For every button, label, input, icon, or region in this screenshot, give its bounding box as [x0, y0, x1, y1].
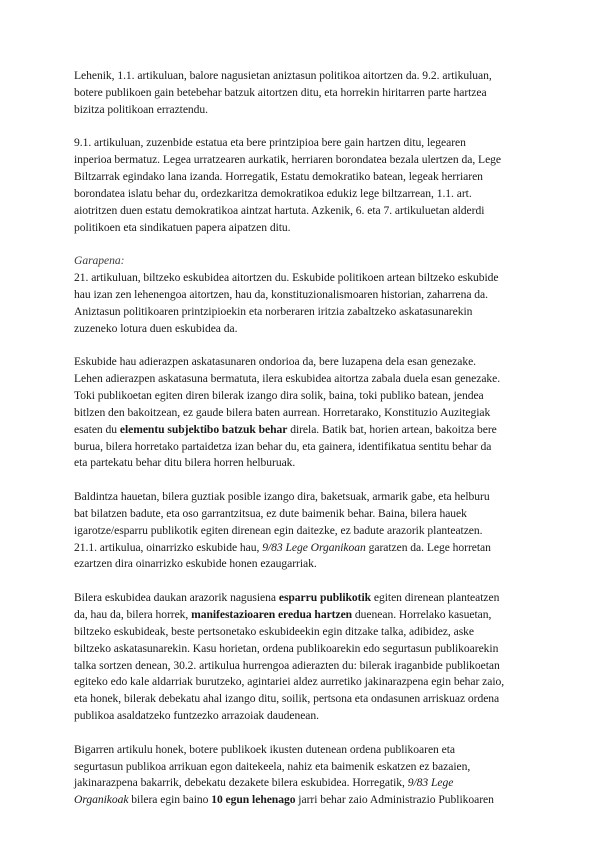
text-line: [74, 405, 534, 422]
text-segment: igarotze/esparru publikotik egiten direnean egin daitezke, ez badute arazorik planteatzen.: [74, 523, 483, 537]
text-line: [74, 607, 534, 624]
text-line: [74, 439, 534, 456]
italic-text: Organikoak: [74, 793, 129, 807]
paragraph: [74, 354, 534, 472]
text-segment: bilera egin baino: [128, 793, 212, 807]
text-line: [74, 304, 534, 321]
text-segment: borondatea islatu behar du, ordezkaritza demokratikoa edukiz lege biltzarrean, 1.1. art.: [74, 186, 472, 200]
section-heading: Garapena:: [74, 254, 125, 268]
text-segment: 9.1. artikuluan, zuzenbide estatua eta bere printzipioa bere gain hartzen ditu, legearen: [74, 136, 466, 150]
text-line: [74, 775, 534, 792]
text-line: [74, 287, 534, 304]
text-line: [74, 135, 534, 152]
text-segment: bitlzen den bakoitzean, ez gaude bilera baten aurrean. Horretarako, Konstituzio Auzitegiak: [74, 405, 491, 419]
paragraph: [74, 590, 534, 725]
text-line: [74, 540, 534, 557]
text-line: [74, 708, 534, 725]
text-segment: segurtasun publikoa arrikuan egon daitekeela, nahiz eta baimenik eskatzen ez bazaien,: [74, 759, 471, 773]
bold-text: manifestazioaren eredua hartzen: [191, 608, 353, 621]
document-body: [74, 68, 534, 826]
text-segment: garatzen da. Lege horretan: [365, 540, 491, 554]
text-line: [74, 321, 534, 338]
text-line: [74, 253, 534, 270]
text-segment: jakinarazpena bakarrik, debekatu dezakete bilera eskubidea. Horregatik,: [74, 776, 408, 790]
text-segment: 21.1. artikulua, oinarrizko eskubide hau,: [74, 540, 263, 554]
text-line: [74, 624, 534, 641]
text-segment: publikoa asaldatzeko funtzezko arrazoiak daudenean.: [74, 709, 319, 723]
text-line: [74, 759, 534, 776]
text-line: [74, 641, 534, 658]
text-segment: eta honek, bilerak debekatu ahal izango ditu, soilik, pertsona eta ondasunen arriskuaz ordena: [74, 692, 500, 706]
text-segment: aiotritzen duen estatu demokratikoa aintzat hartuta. Azkenik, 6. eta 7. artikuluetan alderdi: [74, 203, 485, 217]
text-line: [74, 792, 534, 809]
text-segment: botere publikoen gain betebehar batzuk aitortzen ditu, eta horrekin hiritarren parte hartzea: [74, 85, 487, 99]
text-line: [74, 489, 534, 506]
text-segment: Lehen adierazpen askatasuna bermatuta, ilera eskubidea aitortza zabala duela esan genezake.: [74, 372, 501, 386]
text-segment: egiteko edo kale aldarriak burutzeko, agintariei aldez aurretiko jakinarazpena egin behar zaio,: [74, 675, 505, 689]
text-segment: 21. artikuluan, biltzeko eskubidea aitortzen du. Eskubide politikoen artean biltzeko eskubide: [74, 271, 499, 285]
text-line: [74, 455, 534, 472]
text-line: [74, 422, 534, 439]
text-line: [74, 658, 534, 675]
text-line: [74, 85, 534, 102]
text-segment: politikoen eta sindikatuen papera aipatzen ditu.: [74, 220, 291, 234]
text-segment: biltzeko askatasunarekin. Kasu horietan, ordena publikoarekin edo segurtasun publikoarekin: [74, 641, 499, 655]
text-segment: bat bilatzen badute, eta oso garrantzitsua, ez dute baimenik behar. Baina, bilera hauek: [74, 506, 467, 520]
text-segment: burua, bilera horretako partaidetza izan behar du, eta gainera, identifikatua sentitu behar da: [74, 439, 492, 453]
text-segment: hau izan zen lehenengoa aitortzen, hau da, konstituzionalismoaren historian, zaharrena da.: [74, 287, 488, 301]
text-line: [74, 590, 534, 607]
text-segment: Aniztasun politikoaren printzipioekin eta norberaren iritzia zabaltzeko askatasunarekin: [74, 304, 473, 318]
italic-text: 9/83 Lege: [407, 776, 454, 790]
text-line: [74, 186, 534, 203]
text-line: [74, 220, 534, 237]
text-segment: Biltzarrak egindako lana izanda. Horregatik, Estatu demokratiko batean, legeak herriaren: [74, 170, 483, 184]
text-segment: Bilera eskubidea daukan arazorik nagusiena: [74, 591, 279, 605]
text-segment: Toki publikoetan egiten diren bilerak izango dira solik, baina, toki publiko batean, jendea: [74, 389, 484, 403]
text-segment: zuzeneko lotura duen eskubidea da.: [74, 321, 238, 335]
text-segment: Eskubide hau adierazpen askatasunaren ondorioa da, bere luzapena dela esan genezake.: [74, 355, 477, 369]
text-line: [74, 68, 534, 85]
text-line: [74, 354, 534, 371]
text-line: [74, 506, 534, 523]
text-line: [74, 169, 534, 186]
text-segment: talka sortzen denean, 30.2. artikulua hurrengoa adierazten du: bilerak iraganbide publikoetan: [74, 658, 500, 672]
text-segment: esaten du: [74, 422, 120, 436]
text-line: [74, 102, 534, 119]
text-line: [74, 523, 534, 540]
paragraph: [74, 68, 534, 119]
bold-text: 10 egun lehenago: [211, 793, 296, 807]
text-line: [74, 203, 534, 220]
text-segment: inperioa bermatuz. Legea urratzearen aurkatik, herriaren borondatea bezala ulertzen da, Lege: [74, 153, 502, 167]
paragraph: [74, 253, 534, 337]
text-segment: Lehenik, 1.1. artikuluan, balore nagusietan aniztasun politikoa aitortzen da. 9.2. artikuluan,: [74, 69, 492, 82]
text-segment: biltzeko eskubideak, beste pertsonetako eskubideekin egin ditzake talka, adibidez, aske: [74, 624, 475, 638]
text-line: [74, 691, 534, 708]
paragraph: [74, 489, 534, 573]
text-line: [74, 742, 534, 759]
text-line: [74, 371, 534, 388]
text-line: [74, 556, 534, 573]
text-segment: bizitza politikoan erraztendu.: [74, 102, 209, 116]
text-line: [74, 674, 534, 691]
text-segment: duenean. Horrelako kasuetan,: [352, 608, 492, 621]
paragraph: [74, 742, 534, 809]
text-line: [74, 388, 534, 405]
text-segment: egiten direnean planteatzen: [371, 591, 500, 605]
text-segment: Baldintza hauetan, bilera guztiak posible izango dira, baketsuak, armarik gabe, eta helburu: [74, 490, 490, 504]
italic-text: 9/83 Lege Organikoan: [262, 540, 366, 554]
text-segment: da, hau da, bilera horrek,: [74, 608, 192, 621]
paragraph: [74, 135, 534, 236]
text-segment: Bigarren artikulu honek, botere publikoek ikusten dutenean ordena publikoaren eta: [74, 742, 455, 756]
bold-text: elementu subjektibo batzuk behar: [119, 422, 288, 436]
text-segment: direla. Batik bat, horien artean, bakoitza bere: [287, 422, 497, 436]
bold-text: esparru publikotik: [278, 591, 372, 605]
text-segment: eta partekatu behar ditu bilera horren helburuak.: [74, 456, 296, 470]
text-segment: jarri behar zaio Administrazio Publikoaren: [295, 793, 494, 807]
text-segment: ezartzen dira oinarrizko eskubide honen ezaugarriak.: [74, 557, 317, 571]
text-line: [74, 270, 534, 287]
text-line: [74, 152, 534, 169]
